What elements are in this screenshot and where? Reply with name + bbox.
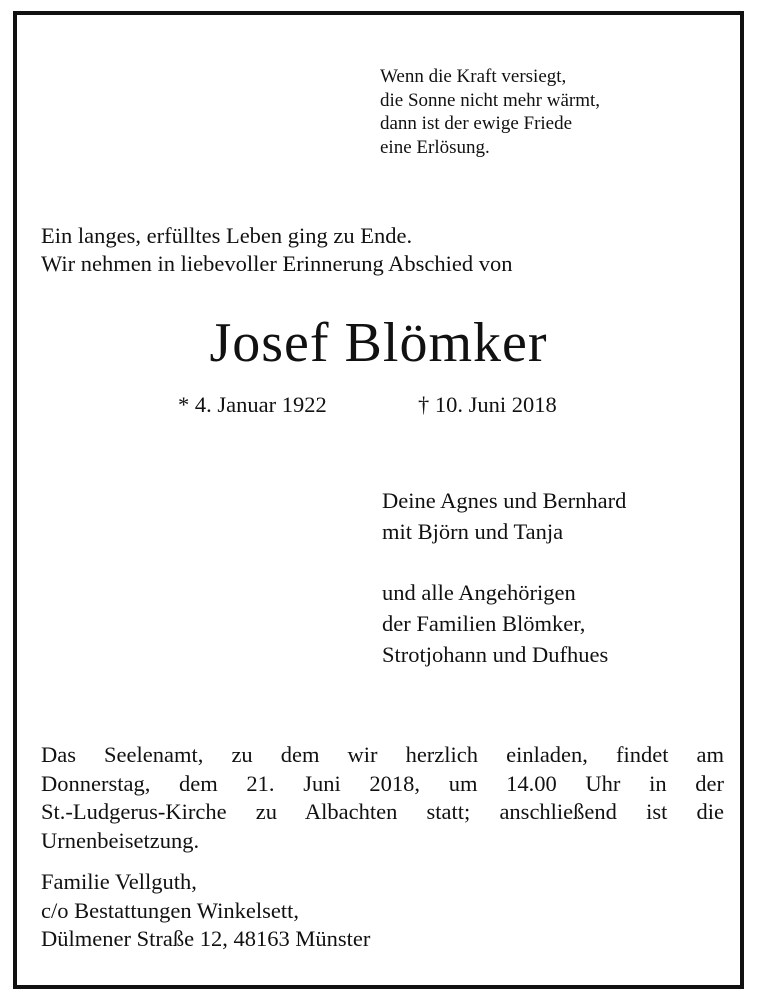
- intro-line: Wir nehmen in liebevoller Erinnerung Abschied von: [41, 251, 513, 276]
- contact-line: c/o Bestattungen Winkelsett,: [41, 897, 300, 923]
- poem-line: dann ist der ewige Friede: [380, 113, 573, 134]
- service-line: Das Seelenamt, zu dem wir herzlich einladen, findet am: [41, 742, 724, 767]
- mourner-line: und alle Angehörigen: [382, 580, 576, 605]
- mourners-relatives: [382, 577, 608, 670]
- intro-line: Ein langes, erfülltes Leben ging zu Ende.: [41, 223, 413, 248]
- mourner-line: Deine Agnes und Bernhard: [382, 488, 627, 513]
- death-date: † 10. Juni 2018: [418, 392, 557, 417]
- service-announcement: [41, 741, 724, 855]
- poem-line: Wenn die Kraft versiegt,: [380, 66, 567, 87]
- contact-address: [41, 868, 370, 954]
- poem-line: die Sonne nicht mehr wärmt,: [380, 89, 601, 111]
- deceased-name: Josef Blömker: [209, 312, 548, 374]
- service-line: St.-Ludgerus-Kirche zu Albachten statt; anschließend ist die: [41, 799, 724, 824]
- service-line: Urnenbeisetzung.: [41, 827, 200, 853]
- birth-date: * 4. Januar 1922: [178, 392, 327, 417]
- service-line: Donnerstag, dem 21. Juni 2018, um 14.00 Uhr in der: [41, 770, 724, 796]
- mourner-line: der Familien Blömker,: [382, 611, 586, 636]
- poem: [380, 65, 600, 159]
- intro-text: [41, 222, 512, 278]
- obituary-frame: [13, 11, 744, 989]
- mourners-close-family: [382, 485, 626, 547]
- contact-line: Dülmener Straße 12, 48163 Münster: [41, 926, 371, 951]
- mourner-line: mit Björn und Tanja: [382, 519, 564, 544]
- mourner-line: Strotjohann und Dufhues: [382, 642, 609, 667]
- contact-line: Familie Vellguth,: [41, 869, 197, 894]
- poem-line: eine Erlösung.: [380, 136, 490, 158]
